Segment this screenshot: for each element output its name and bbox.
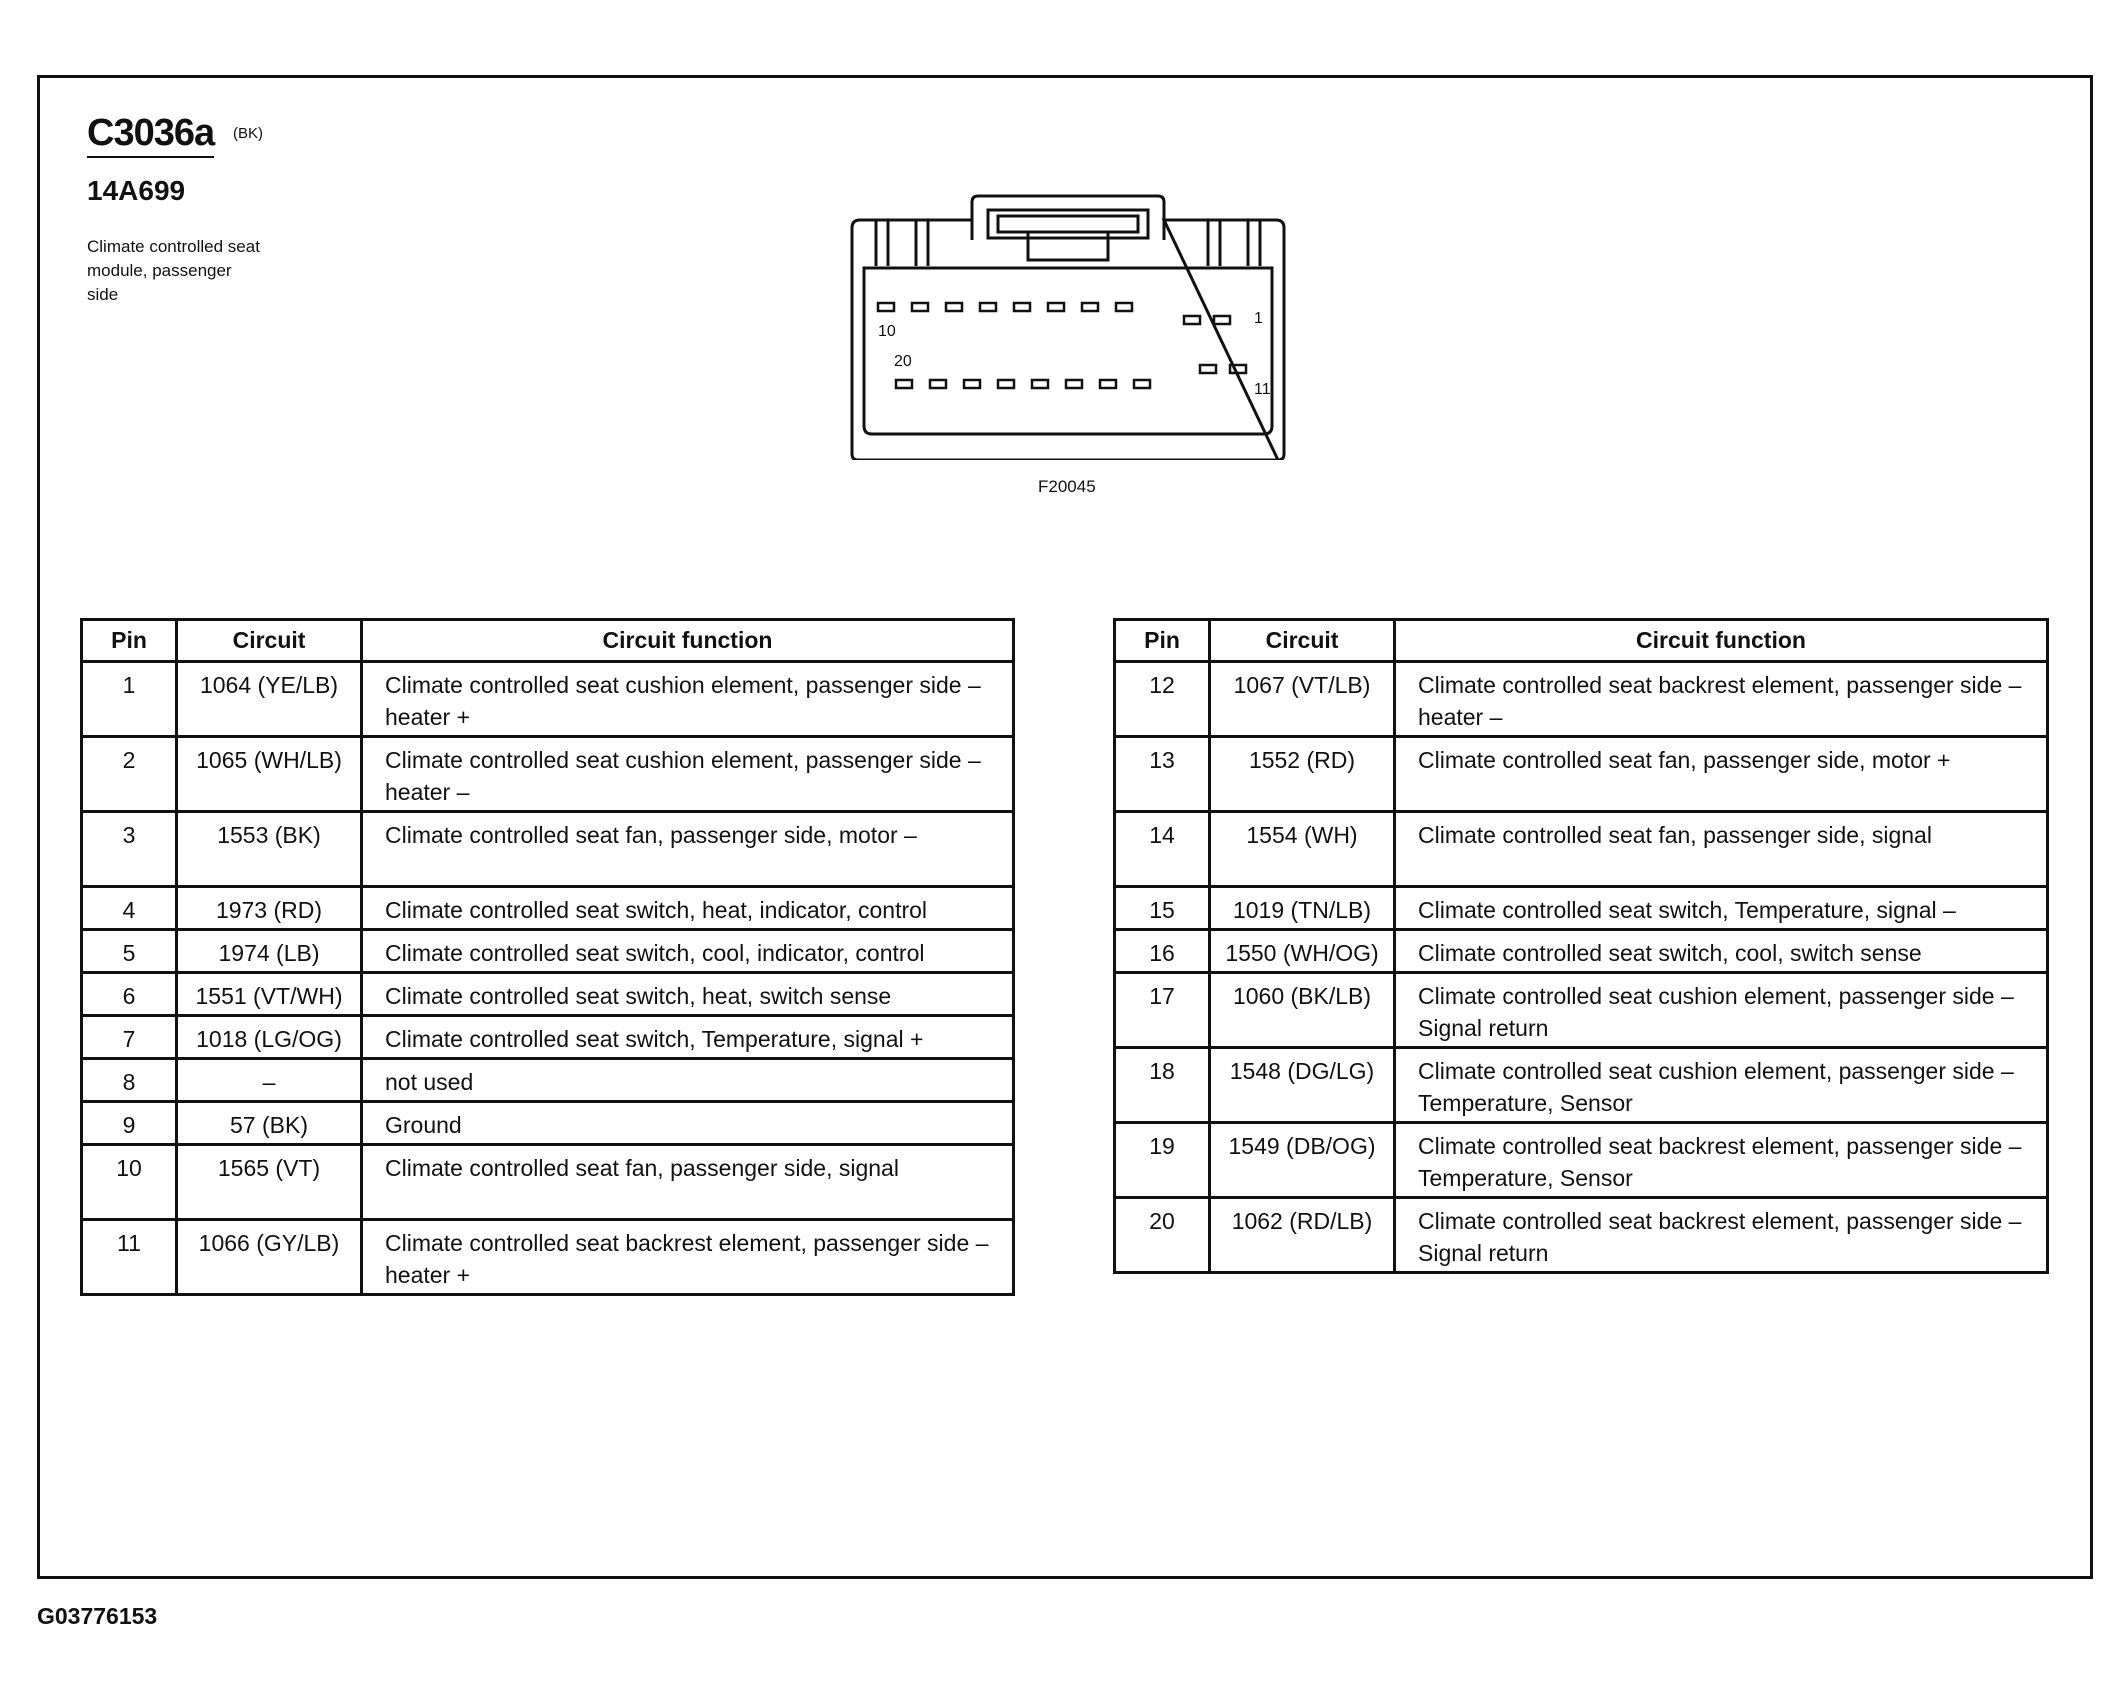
circuit-cell: 1064 (YE/LB) (177, 662, 362, 737)
circuit-function-cell: Climate controlled seat cushion element, passenger side – Signal return (1395, 973, 2048, 1048)
pin-label-20: 20 (894, 353, 912, 370)
circuit-function-cell: Climate controlled seat backrest element, passenger side – Signal return (1395, 1198, 2048, 1273)
table-row (82, 930, 1014, 973)
table-row (82, 737, 1014, 812)
circuit-function-cell: Climate controlled seat fan, passenger side, motor – (362, 812, 1014, 887)
pin-cell: 16 (1115, 930, 1210, 973)
circuit-cell: 1019 (TN/LB) (1210, 887, 1395, 930)
circuit-function-cell: Climate controlled seat fan, passenger side, signal (1395, 812, 2048, 887)
header-circuit-function: Circuit function (1395, 620, 2048, 662)
image-id: G03776153 (37, 1603, 158, 1629)
circuit-function-cell: Climate controlled seat backrest element, passenger side – heater – (1395, 662, 2048, 737)
circuit-cell: 1551 (VT/WH) (177, 973, 362, 1016)
circuit-function-cell: Climate controlled seat cushion element, passenger side – heater + (362, 662, 1014, 737)
header-circuit: Circuit (1210, 620, 1395, 662)
circuit-cell: 1565 (VT) (177, 1145, 362, 1220)
header-pin: Pin (1115, 620, 1210, 662)
pinout-table-left (80, 618, 1015, 1296)
circuit-function-cell: Climate controlled seat switch, heat, switch sense (362, 973, 1014, 1016)
pin-cell: 6 (82, 973, 177, 1016)
pin-cell: 15 (1115, 887, 1210, 930)
circuit-function-cell: Climate controlled seat fan, passenger side, motor + (1395, 737, 2048, 812)
pin-cell: 13 (1115, 737, 1210, 812)
circuit-function-cell: Climate controlled seat switch, cool, indicator, control (362, 930, 1014, 973)
circuit-function-cell: not used (362, 1059, 1014, 1102)
circuit-function-cell: Climate controlled seat switch, Temperature, signal – (1395, 887, 2048, 930)
table-row (1115, 1123, 2048, 1198)
pin-label-1: 1 (1254, 310, 1263, 327)
pinout-table-right (1113, 618, 2049, 1274)
table-row (1115, 973, 2048, 1048)
circuit-cell: 1554 (WH) (1210, 812, 1395, 887)
circuit-cell: 1552 (RD) (1210, 737, 1395, 812)
table-row (1115, 812, 2048, 887)
circuit-cell: 57 (BK) (177, 1102, 362, 1145)
table-row (82, 887, 1014, 930)
table-row (82, 1220, 1014, 1295)
circuit-function-cell: Climate controlled seat cushion element, passenger side – Temperature, Sensor (1395, 1048, 2048, 1123)
pin-cell: 14 (1115, 812, 1210, 887)
pin-cell: 7 (82, 1016, 177, 1059)
table-row (1115, 737, 2048, 812)
table-row (1115, 930, 2048, 973)
circuit-function-cell: Climate controlled seat switch, heat, indicator, control (362, 887, 1014, 930)
pin-cell: 10 (82, 1145, 177, 1220)
table-row (82, 1016, 1014, 1059)
pin-cell: 17 (1115, 973, 1210, 1048)
pin-cell: 20 (1115, 1198, 1210, 1273)
connector-face-diagram (840, 190, 1290, 460)
circuit-cell: 1066 (GY/LB) (177, 1220, 362, 1295)
pin-cell: 3 (82, 812, 177, 887)
table-row (82, 662, 1014, 737)
pin-cell: 12 (1115, 662, 1210, 737)
circuit-cell: 1060 (BK/LB) (1210, 973, 1395, 1048)
table-row (82, 812, 1014, 887)
pin-cell: 18 (1115, 1048, 1210, 1123)
circuit-cell: 1974 (LB) (177, 930, 362, 973)
circuit-function-cell: Ground (362, 1102, 1014, 1145)
circuit-cell: 1549 (DB/OG) (1210, 1123, 1395, 1198)
circuit-cell: 1062 (RD/LB) (1210, 1198, 1395, 1273)
circuit-cell: 1550 (WH/OG) (1210, 930, 1395, 973)
table-row (82, 973, 1014, 1016)
pin-cell: 4 (82, 887, 177, 930)
header-pin: Pin (82, 620, 177, 662)
circuit-cell: 1065 (WH/LB) (177, 737, 362, 812)
table-row (1115, 662, 2048, 737)
circuit-cell: 1973 (RD) (177, 887, 362, 930)
circuit-cell: 1548 (DG/LG) (1210, 1048, 1395, 1123)
figure-id: F20045 (1038, 477, 1096, 496)
circuit-function-cell: Climate controlled seat backrest element, passenger side – Temperature, Sensor (1395, 1123, 2048, 1198)
pin-cell: 9 (82, 1102, 177, 1145)
table-row (1115, 1048, 2048, 1123)
pin-cell: 19 (1115, 1123, 1210, 1198)
pin-label-10: 10 (878, 323, 896, 340)
header-circuit-function: Circuit function (362, 620, 1014, 662)
circuit-function-cell: Climate controlled seat cushion element, passenger side – heater – (362, 737, 1014, 812)
pin-cell: 1 (82, 662, 177, 737)
part-number: 14A699 (87, 175, 186, 206)
circuit-function-cell: Climate controlled seat switch, cool, switch sense (1395, 930, 2048, 973)
circuit-function-cell: Climate controlled seat switch, Temperature, signal + (362, 1016, 1014, 1059)
table-row (1115, 1198, 2048, 1273)
pin-label-11: 11 (1254, 381, 1271, 398)
table-row (1115, 887, 2048, 930)
circuit-cell: 1553 (BK) (177, 812, 362, 887)
circuit-function-cell: Climate controlled seat backrest element, passenger side – heater + (362, 1220, 1014, 1295)
pin-cell: 2 (82, 737, 177, 812)
table-row (82, 1059, 1014, 1102)
circuit-cell: 1067 (VT/LB) (1210, 662, 1395, 737)
table-row (82, 1102, 1014, 1145)
header-circuit: Circuit (177, 620, 362, 662)
circuit-cell: – (177, 1059, 362, 1102)
connector-id: C3036a (87, 112, 214, 158)
circuit-cell: 1018 (LG/OG) (177, 1016, 362, 1059)
pin-cell: 5 (82, 930, 177, 973)
table-row (82, 1145, 1014, 1220)
pin-cell: 11 (82, 1220, 177, 1295)
circuit-function-cell: Climate controlled seat fan, passenger side, signal (362, 1145, 1014, 1220)
connector-color-code: (BK) (233, 125, 263, 142)
pin-cell: 8 (82, 1059, 177, 1102)
connector-description: Climate controlled seat module, passenger side (87, 237, 260, 304)
